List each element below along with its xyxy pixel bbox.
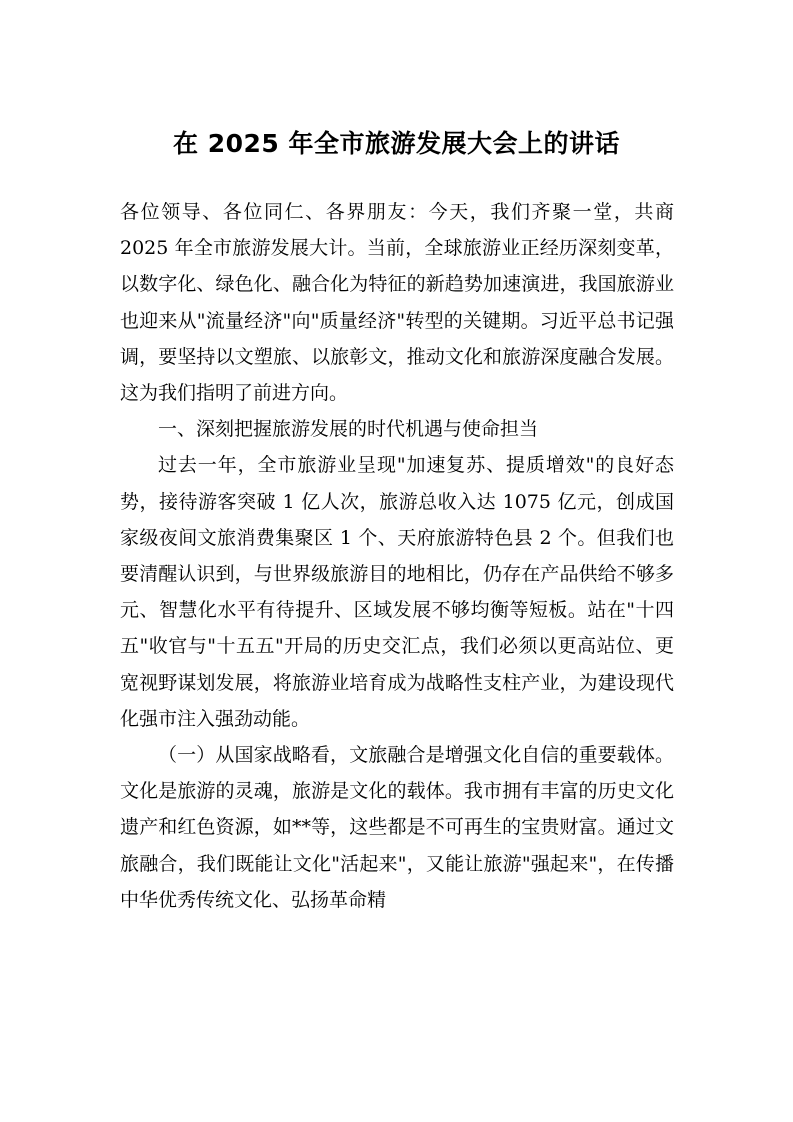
paragraph-review: 过去一年，全市旅游业呈现"加速复苏、提质增效"的良好态势，接待游客突破 1 亿人次，旅游总收入达 1075 亿元，创成国家级夜间文旅消费集聚区 1 个、天府旅游特色县 2 个。但我们也要清醒认识到，与世界级旅游目的地相比，仍存在产品供给不够多元、智慧化水平有待提升、区域发展不够均衡等短板。站在"十四五"收官与"十五五"开局的历史交汇点，我们必须以更高站位、更宽视野谋划发展，将旅游业培育成为战略性支柱产业，为建设现代化强市注入强劲动能。: [120, 454, 674, 730]
section-heading: 一、深刻把握旅游发展的时代机遇与使命担当: [158, 418, 539, 441]
paragraph-opening: 各位领导、各位同仁、各界朋友：今天，我们齐聚一堂，共商 2025 年全市旅游发展大计。当前，全球旅游业正经历深刻变革，以数字化、绿色化、融合化为特征的新趋势加速演进，我国旅游业也迎来从"流量经济"向"质量经济"转型的关键期。习近平总书记强调，要坚持以文塑旅、以旅彰文，推动文化和旅游深度融合发展。这为我们指明了前进方向。: [120, 201, 674, 405]
document-title: 在 2025 年全市旅游发展大会上的讲话: [173, 129, 620, 158]
paragraph-subsection-1: （一）从国家战略看，文旅融合是增强文化自信的重要载体。文化是旅游的灵魂，旅游是文化的载体。我市拥有丰富的历史文化遗产和红色资源，如**等，这些都是不可再生的宝贵财富。通过文旅融合，我们既能让文化"活起来"，又能让旅游"强起来"，在传播中华优秀传统文化、弘扬革命精: [120, 744, 674, 911]
document-body: [120, 194, 674, 918]
